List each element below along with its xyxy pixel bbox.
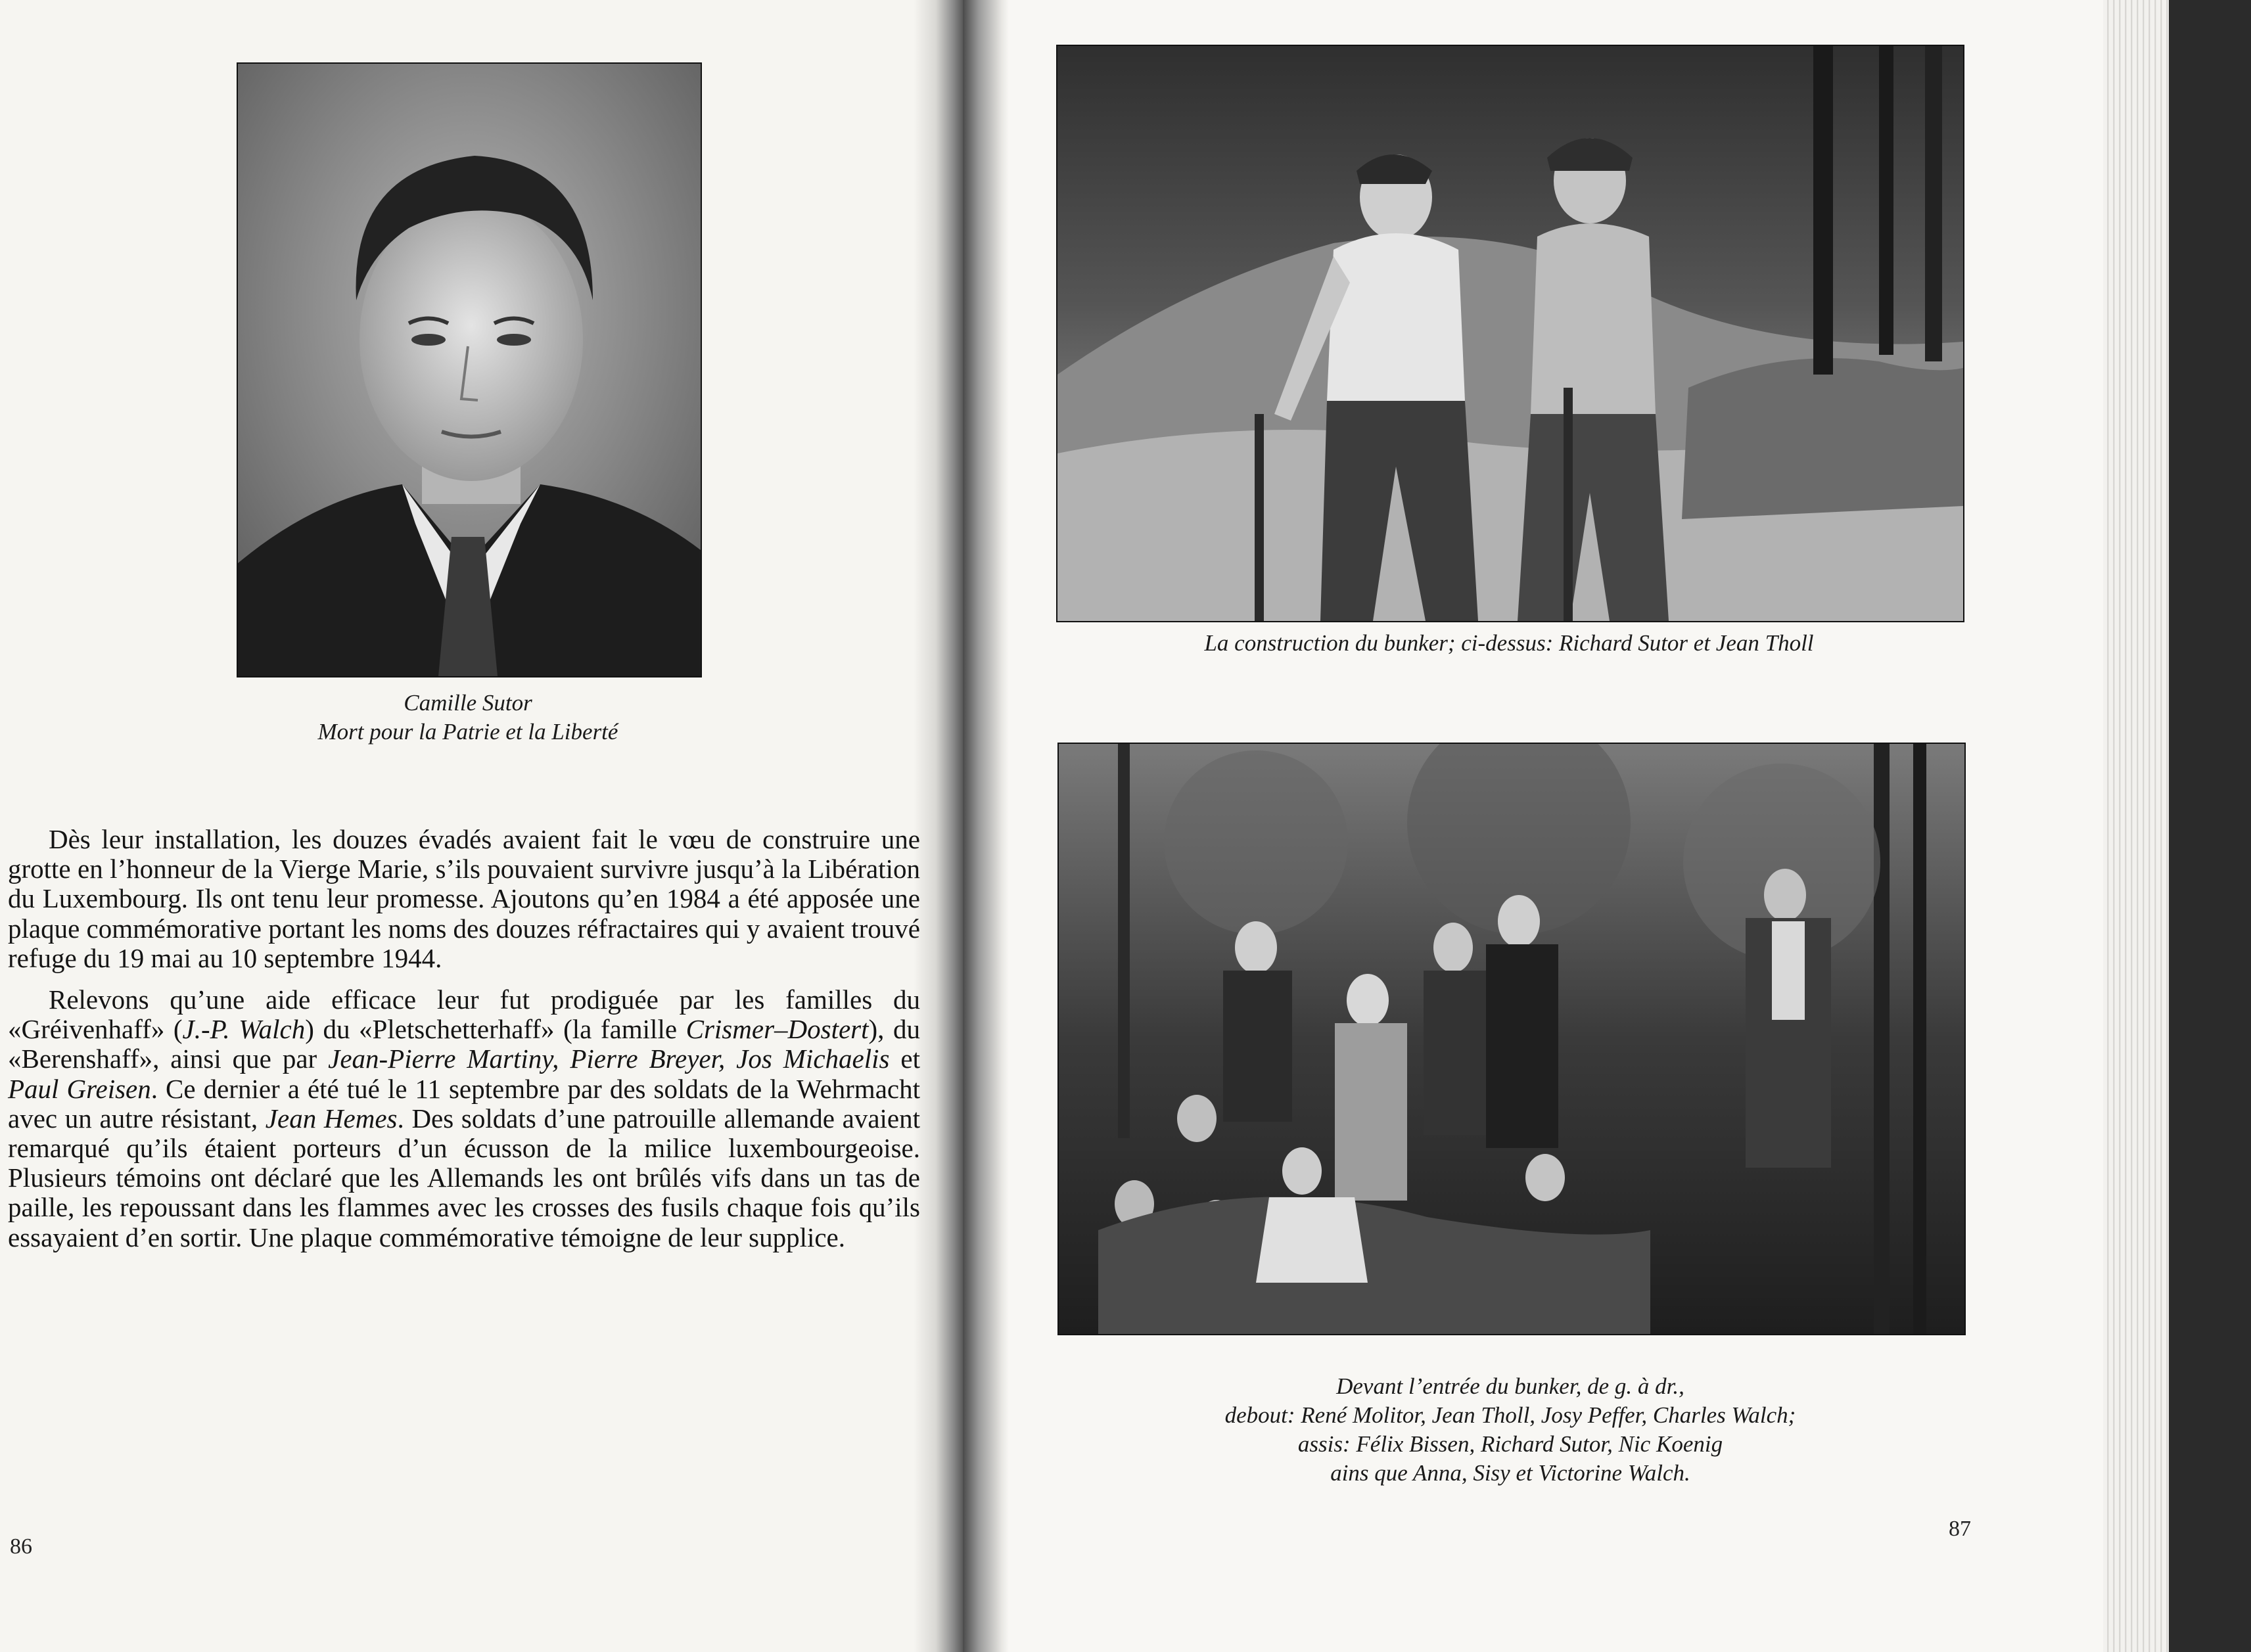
page-number-left: 86 xyxy=(10,1534,32,1559)
p2-name: Jean Hemes xyxy=(265,1103,398,1134)
group-caption-line: assis: Félix Bissen, Richard Sutor, Nic Koenig xyxy=(1297,1431,1723,1457)
group-in-front-of-bunker-photo xyxy=(1057,743,1966,1335)
group-caption-line: debout: René Molitor, Jean Tholl, Josy Peffer, Charles Walch; xyxy=(1224,1402,1796,1428)
p2-text: . Ce dernier a été tué le 11 septembre par des soldats de la Wehrmacht avec un autre résistant, xyxy=(8,1073,920,1134)
p2-text: ) du «Pletschetterhaff» (la famille xyxy=(305,1014,686,1045)
p2-text: Relevons qu’une aide efficace leur fut prodiguée par les familles du «Gréivenhaff» ( xyxy=(8,984,920,1045)
p2-text: et xyxy=(889,1044,920,1074)
gutter-shadow-right xyxy=(963,0,1009,1652)
paragraph-2 xyxy=(8,985,920,1252)
p2-name: Paul Greisen xyxy=(8,1073,151,1104)
p2-text: . Des soldats d’une patrouille allemande avaient remarqué qu’ils étaient porteurs d’un écusson de la milice luxembourgeoise. Plusieurs témoins ont déclaré que les Allemands les ont brûlés vifs dans un tas de paille, les repoussant dans les flammes avec les crosses des fusils chaque fois qu’ils essayaient d’en sortir. Une plaque commémorative témoigne de leur supplice. xyxy=(8,1103,920,1252)
group-photo-caption xyxy=(1057,1372,1963,1488)
p2-name: Jean-Pierre Martiny, Pierre Breyer, Jos Michaelis xyxy=(328,1044,890,1074)
portrait-caption-subtitle: Mort pour la Patrie et la Liberté xyxy=(317,719,618,745)
group-caption-line: Devant l’entrée du bunker, de g. à dr., xyxy=(1336,1373,1684,1399)
bunker-construction-caption: La construction du bunker; ci-dessus: Richard Sutor et Jean Tholl xyxy=(1204,630,1814,656)
p2-name: J.-P. Walch xyxy=(182,1014,306,1045)
gutter-shadow-left xyxy=(914,0,963,1652)
portrait-caption-name: Camille Sutor xyxy=(404,690,532,716)
scan-background xyxy=(2169,0,2251,1652)
body-text xyxy=(8,825,920,1264)
bunker-construction-photo xyxy=(1056,45,1964,622)
portrait-caption xyxy=(237,689,699,746)
group-caption-line: ains que Anna, Sisy et Victorine Walch. xyxy=(1330,1460,1690,1486)
p2-name: Crismer–Dostert xyxy=(685,1014,869,1045)
page-edges xyxy=(2103,0,2169,1652)
page-number-right: 87 xyxy=(1949,1517,1971,1541)
paragraph-1: Dès leur installation, les douzes évadés avaient fait le vœu de construire une grotte en l’honneur de la Vierge Marie, s’ils pouvaient survivre jusqu’à la Libération du Luxembourg. Ils ont tenu leur promesse. Ajoutons qu’en 1984 a été apposée une plaque commémorative portant les noms des douzes réfractaires qui y avaient trouvé refuge du 19 mai au 10 septembre 1944. xyxy=(8,824,920,973)
portrait-photo xyxy=(237,62,702,677)
p2-text: ), du «Berenshaff», ainsi que par xyxy=(8,1014,921,1074)
